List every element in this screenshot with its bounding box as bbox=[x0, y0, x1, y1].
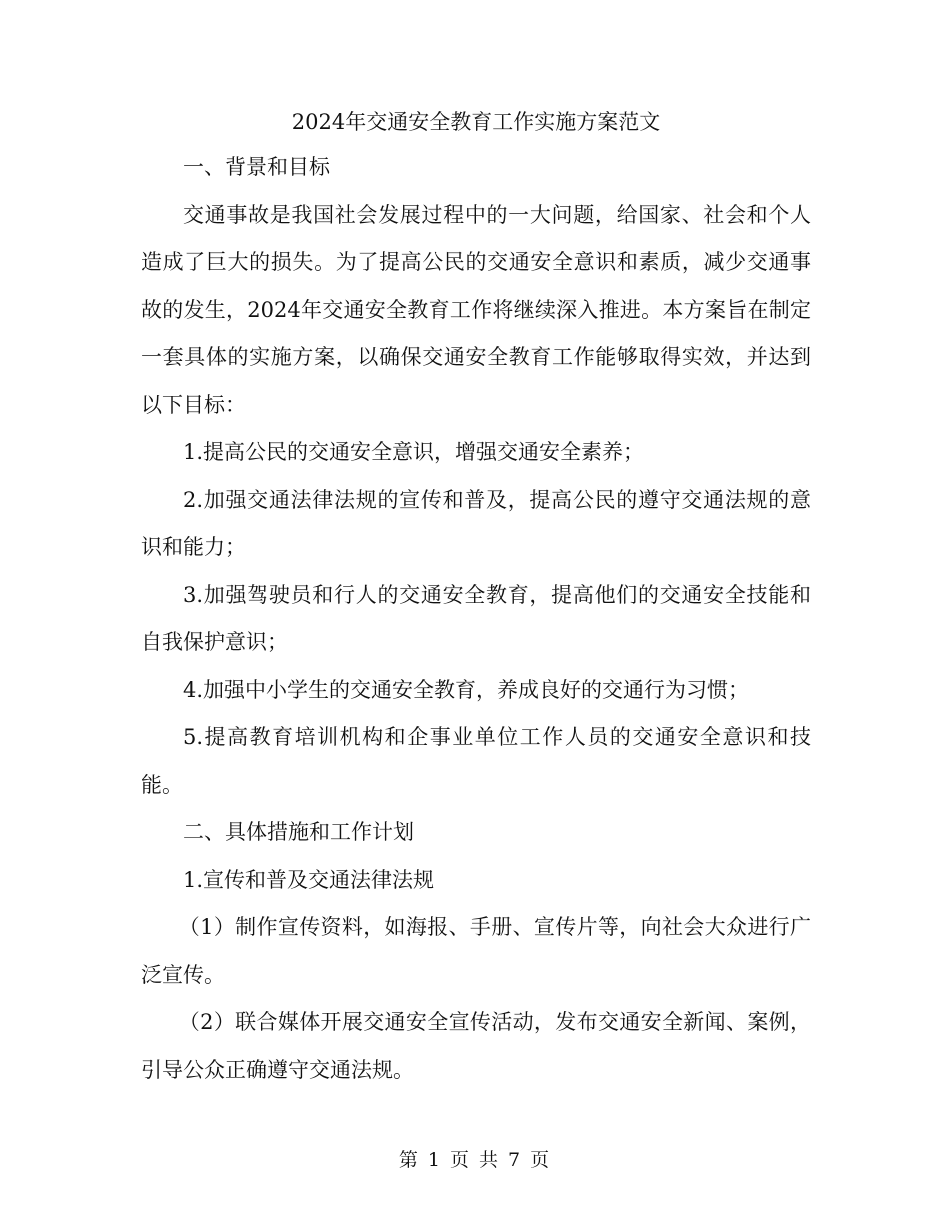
measure-item-1: （1）制作宣传资料，如海报、手册、宣传片等，向社会大众进行广泛宣传。 bbox=[141, 915, 811, 987]
document-title: 2024年交通安全教育工作实施方案范文 bbox=[291, 110, 661, 134]
measure-item-2: （2）联合媒体开展交通安全宣传活动，发布交通安全新闻、案例，引导公众正确遵守交通法规。 bbox=[141, 1010, 811, 1082]
document-body bbox=[141, 100, 811, 1094]
section-heading-measures: 二、具体措施和工作计划 bbox=[183, 820, 414, 844]
paragraph-intro: 交通事故是我国社会发展过程中的一大问题，给国家、社会和个人造成了巨大的损失。为了提高公民的交通安全意识和素质，减少交通事故的发生，2024年交通安全教育工作将继续深入推进。本方案旨在制定一套具体的实施方案，以确保交通安全教育工作能够取得实效，并达到以下目标： bbox=[141, 202, 811, 417]
goal-item-4: 4.加强中小学生的交通安全教育，养成良好的交通行为习惯； bbox=[183, 677, 750, 702]
goal-item-2: 2.加强交通法律法规的宣传和普及，提高公民的遵守交通法规的意识和能力； bbox=[141, 487, 811, 559]
goal-item-1: 1.提高公民的交通安全意识，增强交通安全素养； bbox=[183, 440, 645, 464]
goal-item-3: 3.加强驾驶员和行人的交通安全教育，提高他们的交通安全技能和自我保护意识； bbox=[141, 582, 811, 654]
page-number-footer: 第 1 页 共 7 页 bbox=[398, 1149, 552, 1171]
section-heading-background: 一、背景和目标 bbox=[183, 155, 330, 179]
goal-item-5: 5.提高教育培训机构和企事业单位工作人员的交通安全意识和技能。 bbox=[141, 725, 811, 797]
subsection-heading-publicity: 1.宣传和普及交通法律法规 bbox=[183, 867, 435, 892]
